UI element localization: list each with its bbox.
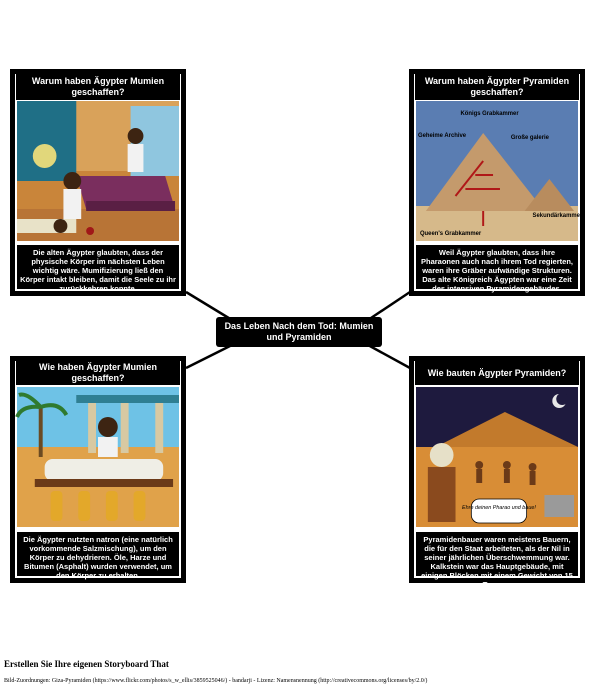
storyboard-cell-2 (409, 69, 585, 296)
image-credits: Bild-Zuordnungen: Giza-Pyramiden (https://www.flickr.com/photos/s_w_ellis/3859525046/) - bandarji - Lizenz: Namensnennung (http://creativecommons.org/licenses/by/2.0/) (4, 678, 428, 684)
cell-2-pyramid-cross-section-image (416, 101, 583, 241)
grand-gallery-label: Große galerie (510, 134, 549, 142)
storyboard-cell-1 (10, 69, 186, 296)
cell-4-title: Wie bauten Ägypter Pyramiden? (415, 361, 579, 385)
cell-1-mummy-scene-image (17, 101, 179, 241)
subterranean-chamber-label: Sekundärkammer (532, 212, 583, 220)
kings-chamber-label: Königs Grabkammer (460, 110, 519, 118)
cell-4-pyramid-builders-image (416, 387, 578, 527)
cell-4-description: Pyramidenbauer waren meistens Bauern, die für den Staat arbeiteten, als der Nil in seiner jährlichen Überschwemmung war. Kalkstein war das Hauptgebäude, mit einigen Blöcken mit einem Gewicht von 15 Tonnen. (416, 532, 578, 576)
cell-1-description: Die alten Ägypter glaubten, dass der physische Körper im nächsten Leben wichtig wäre. Mumifizierung ließ den Körper intakt bleiben, damit die Seele zu ihr zurückkehren konnte. (17, 245, 179, 289)
storyboard-cell-4 (409, 356, 585, 589)
cell-1-title: Warum haben Ägypter Mumien geschaffen? (16, 74, 180, 100)
cell-2-description: Weil Ägypter glaubten, dass ihre Pharaonen auch nach ihrem Tod regierten, waren ihre Gräber aufwändige Strukturen. Das alte Königreich Ägypten war eine Zeit des intensiven Pyramidengebäudes. (416, 245, 578, 289)
cell-3-embalming-scene-image (17, 387, 179, 527)
central-topic: Das Leben Nach dem Tod: Mumien und Pyramiden (216, 317, 382, 347)
queens-chamber-label: Queen's Grabkammer (419, 230, 482, 238)
cell-2-title: Warum haben Ägypter Pyramiden geschaffen? (415, 74, 579, 100)
storyboard-cta[interactable]: Erstellen Sie Ihre eigenen Storyboard That (4, 659, 169, 669)
secret-archive-label: Geheime Archive (417, 132, 467, 140)
speech-bubble-text: Ehre deinen Pharao und baue! (462, 504, 536, 512)
storyboard-cell-3 (10, 356, 186, 583)
cell-3-title: Wie haben Ägypter Mumien geschaffen? (16, 361, 180, 385)
cell-3-description: Die Ägypter nutzten natron (eine natürlich vorkommende Salzmischung), um den Körper zu dehydrieren. Öle, Harze und Bitumen (Asphalt) wurden verwendet, um den Körper zu erhalten. (17, 532, 179, 576)
